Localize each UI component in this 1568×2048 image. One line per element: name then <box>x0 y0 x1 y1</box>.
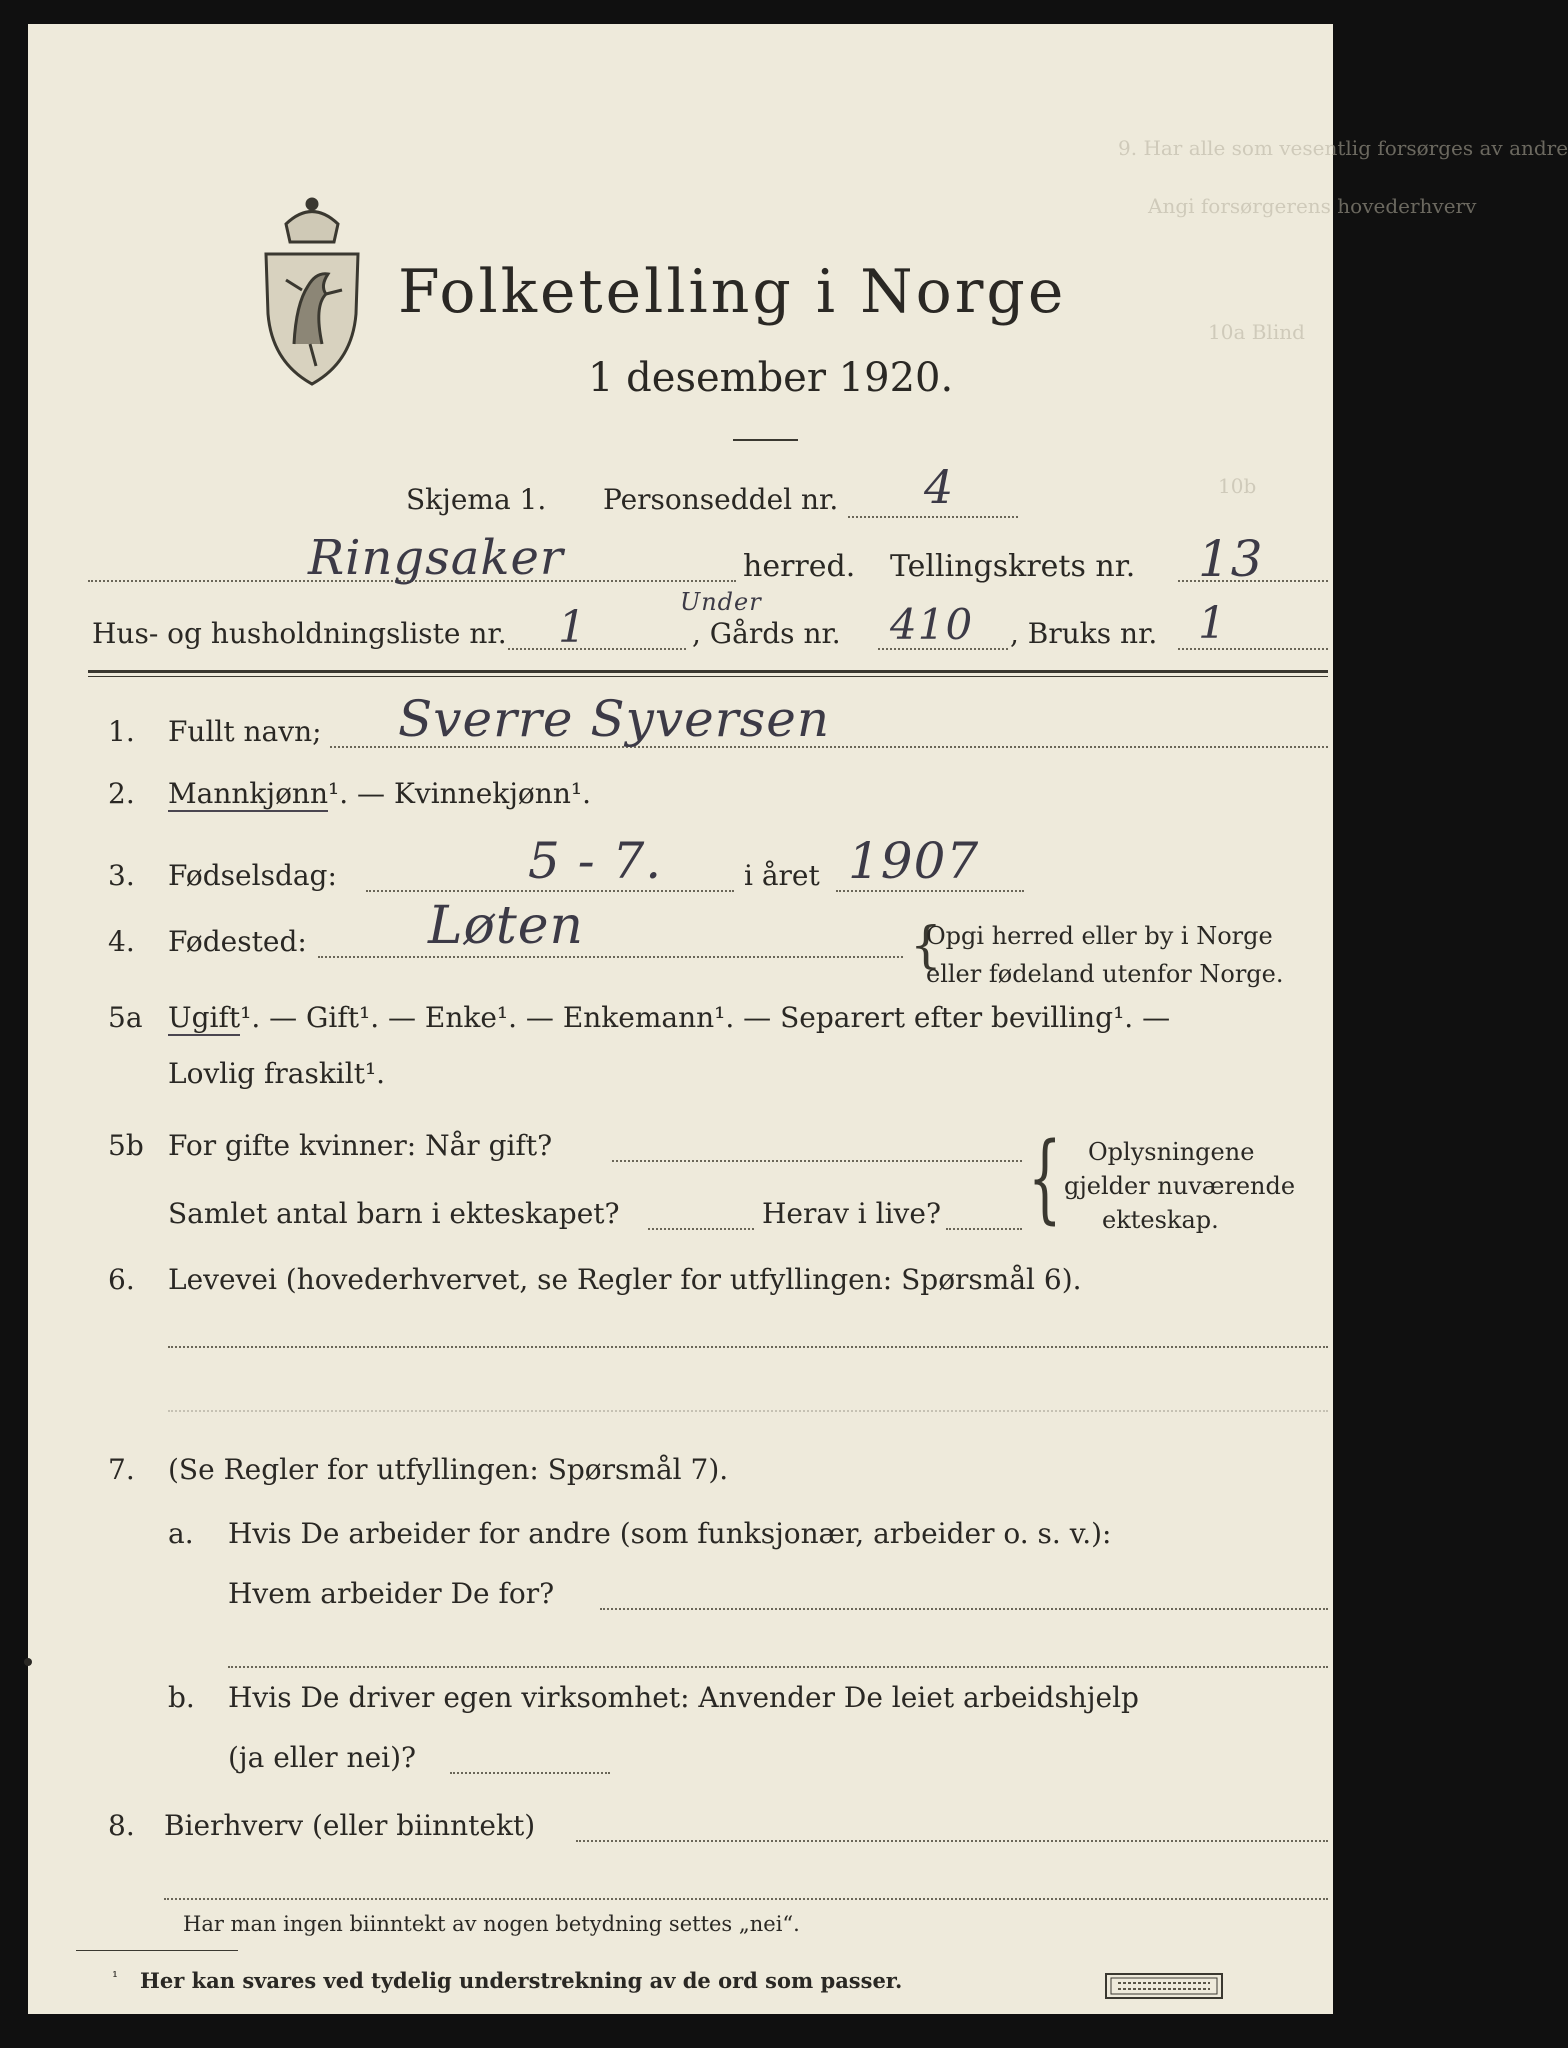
q1-number: 1. <box>108 715 135 748</box>
q5b-note-line1: Oplysningene <box>1088 1138 1255 1166</box>
punch-mark <box>24 1658 32 1666</box>
q7a-number: a. <box>168 1517 194 1550</box>
q7b-line1: Hvis De driver egen virksomhet: Anvender De leiet arbeidshjelp <box>228 1681 1139 1714</box>
q7b-line2: (ja eller nei)? <box>228 1741 417 1774</box>
gards-value: 410 <box>890 600 974 649</box>
hus-line <box>508 648 686 650</box>
q3-day-value: 5 - 7. <box>528 832 663 890</box>
hus-value: 1 <box>558 602 587 653</box>
gards-label: , Gårds nr. <box>692 617 841 650</box>
q5a-number: 5a <box>108 1001 143 1034</box>
q5a-footnote-mark: ¹ <box>240 1001 252 1034</box>
q5a-rest: . — Gift¹. — Enke¹. — Enkemann¹. — Separert efter bevilling¹. — <box>251 1001 1171 1034</box>
section-rule-thin <box>88 676 1328 677</box>
bleed-through: 10b <box>1218 474 1257 498</box>
q5b-line1 <box>612 1160 1022 1162</box>
q4-brace: { <box>910 916 942 974</box>
q2-options <box>168 777 591 810</box>
q8-answer-line2 <box>164 1898 1328 1900</box>
q2-number: 2. <box>108 777 135 810</box>
q2-kvinne: Kvinnekjønn <box>393 777 571 810</box>
q4-note-line1: Opgi herred eller by i Norge <box>926 922 1273 950</box>
q6-bleed-line <box>168 1410 1328 1412</box>
q5a-options <box>168 1001 1171 1034</box>
q6-answer-line <box>168 1346 1328 1348</box>
q3-label: Fødselsdag: <box>168 859 337 892</box>
skjema-label: Skjema 1. <box>406 483 547 516</box>
q7a-line1: Hvis De arbeider for andre (som funksjonær, arbeider o. s. v.): <box>228 1517 1112 1550</box>
herred-value: Ringsaker <box>308 530 564 586</box>
q8-number: 8. <box>108 1809 135 1842</box>
q7-label: (Se Regler for utfyllingen: Spørsmål 7). <box>168 1453 729 1486</box>
gards-note: Under <box>680 588 762 616</box>
bleed-through: 9. Har alle som vesentlig forsørges av andre <box>1118 136 1568 160</box>
tellingskrets-value: 13 <box>1198 530 1264 588</box>
q6-number: 6. <box>108 1263 135 1296</box>
q5b-label3: Herav i live? <box>762 1197 941 1230</box>
q5a-line2: Lovlig fraskilt¹. <box>168 1057 386 1090</box>
bleed-through: Angi forsørgerens hovederhverv <box>1148 194 1477 218</box>
q2-footnote-mark: ¹. <box>570 777 591 810</box>
q3-year-label: i året <box>744 859 820 892</box>
q7a-answer-line <box>600 1608 1328 1610</box>
census-form <box>28 24 1568 2014</box>
footnote-rule <box>76 1950 238 1951</box>
footer-note: Har man ingen biinntekt av nogen betydning settes „nei“. <box>183 1912 800 1936</box>
q5b-label2: Samlet antal barn i ekteskapet? <box>168 1197 620 1230</box>
q2-separator: . — <box>339 777 394 810</box>
hus-label: Hus- og husholdningsliste nr. <box>92 617 507 650</box>
q8-label: Bierhverv (eller biinntekt) <box>164 1809 536 1842</box>
bruks-value: 1 <box>1198 598 1227 649</box>
q5b-line3 <box>946 1228 1022 1230</box>
q3-year-value: 1907 <box>848 832 980 890</box>
form-title: Folketelling i Norge <box>398 257 1067 327</box>
q7b-number: b. <box>168 1681 195 1714</box>
census-date: 1 desember 1920. <box>588 355 954 401</box>
q5a-ugift-underlined: Ugift <box>168 1001 241 1034</box>
q7a-line2: Hvem arbeider De for? <box>228 1577 555 1610</box>
bleed-through: 10a Blind <box>1208 320 1305 344</box>
q5b-note-line3: ekteskap. <box>1102 1206 1219 1234</box>
q3-number: 3. <box>108 859 135 892</box>
q5b-number: 5b <box>108 1129 144 1162</box>
printer-stamp <box>1104 1972 1224 2003</box>
q4-label: Fødested: <box>168 925 307 958</box>
q4-line <box>318 956 903 958</box>
q7a-answer-line2 <box>228 1666 1328 1668</box>
personseddel-label: Personseddel nr. <box>603 483 839 516</box>
q5b-label1: For gifte kvinner: Når gift? <box>168 1129 553 1162</box>
q7b-answer-line <box>450 1772 610 1774</box>
norway-lion-crest-icon <box>256 194 368 394</box>
q5b-note-line2: gjelder nuværende <box>1064 1172 1296 1200</box>
section-rule <box>88 670 1328 673</box>
herred-label: herred. <box>743 549 856 584</box>
tellingskrets-label: Tellingskrets nr. <box>890 549 1136 584</box>
q3-day-line <box>366 890 734 892</box>
header-rule <box>733 439 798 441</box>
q6-label: Levevei (hovederhvervet, se Regler for utfyllingen: Spørsmål 6). <box>168 1263 1082 1296</box>
q5b-line2 <box>648 1228 754 1230</box>
q2-mann-underlined: Mannkjønn <box>168 777 329 810</box>
personseddel-line <box>848 516 1018 518</box>
q3-year-line <box>836 890 1024 892</box>
q7-number: 7. <box>108 1453 135 1486</box>
q1-value: Sverre Syversen <box>398 690 831 748</box>
q2-footnote-mark: ¹ <box>328 777 340 810</box>
q8-answer-line <box>576 1840 1328 1842</box>
q4-number: 4. <box>108 925 135 958</box>
personseddel-value: 4 <box>924 460 955 514</box>
q1-label: Fullt navn; <box>168 715 322 748</box>
q5b-brace: { <box>1028 1122 1062 1234</box>
coat-of-arms <box>256 194 368 397</box>
bruks-label: , Bruks nr. <box>1010 617 1158 650</box>
q4-note-line2: eller fødeland utenfor Norge. <box>926 960 1284 988</box>
printer-stamp-icon <box>1104 1972 1224 2000</box>
footnote-mark: ¹ <box>112 1968 119 1986</box>
footnote-text: Her kan svares ved tydelig understrekning av de ord som passer. <box>140 1968 903 1993</box>
q4-value: Løten <box>428 896 584 956</box>
